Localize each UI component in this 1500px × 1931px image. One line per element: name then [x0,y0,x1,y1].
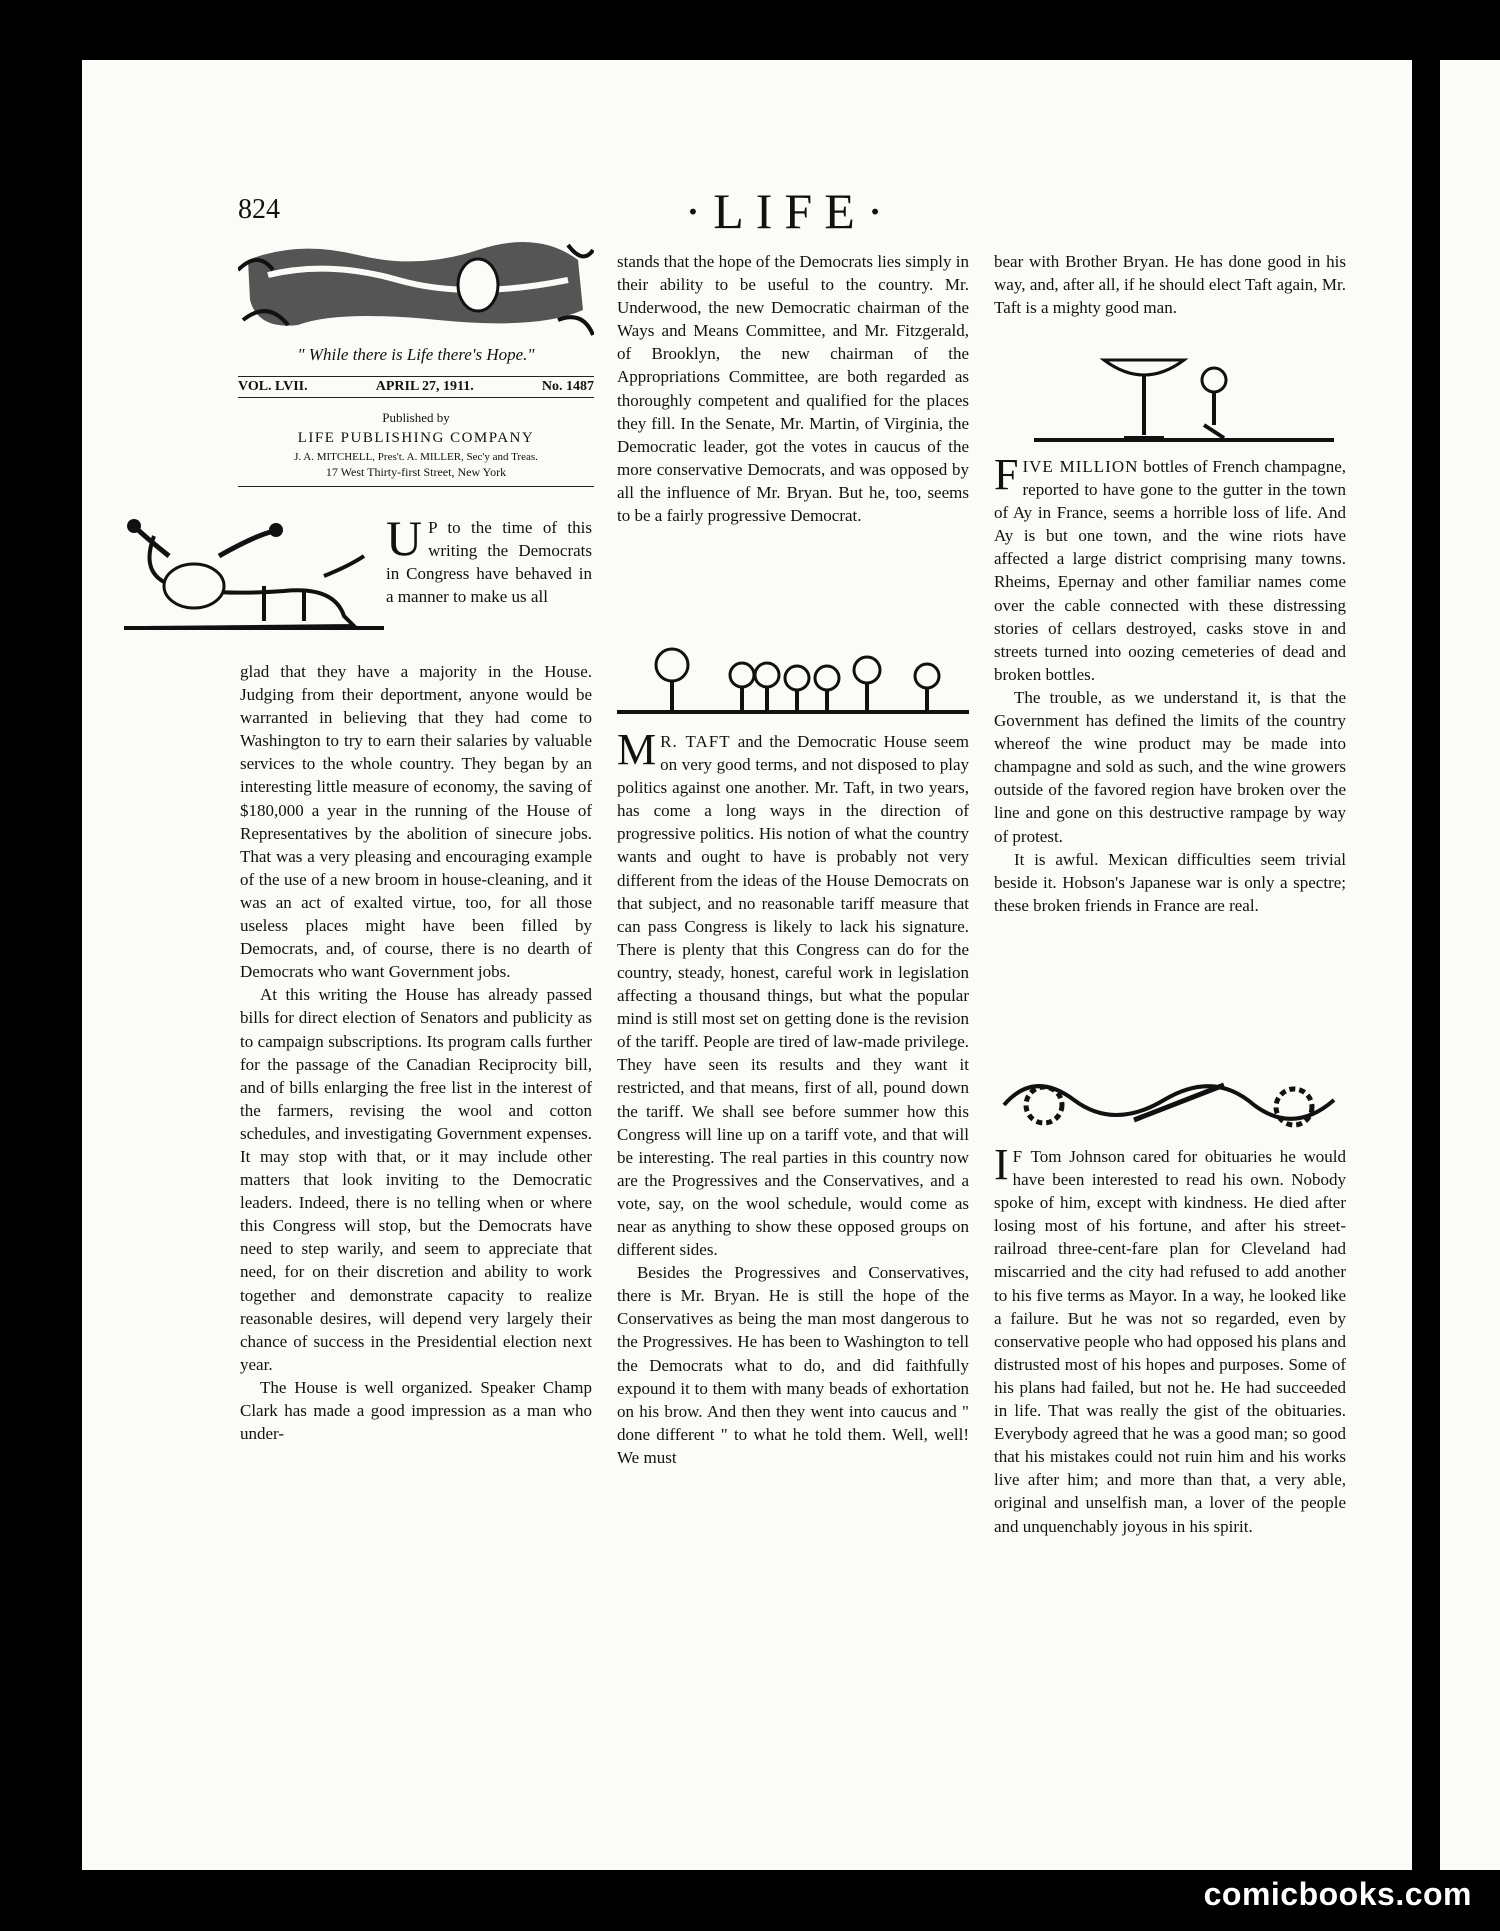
publisher-officers: J. A. MITCHELL, Pres't. A. MILLER, Sec'y and Treas. [294,451,538,463]
drop-cap: M [617,725,657,774]
wreath-ornament-illustration [994,1065,1346,1145]
paragraph: At this writing the House has already passed bills for direct election of Senators and publicity as to campaign subscriptions. Its program calls further for the passage of the Canadian Reciprocity bill, and of bills enlarging the free list in the interest of the farmers, revising the wool and cotton schedules, and investigating Government expenses. It may stop with that, or it may include other matters that look inviting to the Democratic leaders. Indeed, there is no telling when or where this Congress will stop, but the Democrats have need to step warily, and seem to appreciate that need, for on their discretion and ability to work together and demonstrate capacity to realize reasonable desires, will depend very largely their chance of success in the Presidential election next year. [240,985,592,1374]
publisher-block [238,410,594,487]
motto: " While there is Life there's Hope." [297,345,535,364]
column-3-body-final [994,1140,1346,1538]
column-2-body [617,250,969,527]
volume-line [238,376,594,398]
adjacent-page-edge [1440,60,1500,1870]
paragraph: I F Tom Johnson cared for obituaries he would have been interested to read his own. Nobody spoke of him, except with kindness. He died after losing most of his fortune, and after his street-railroad three-cent-fare plan for Cleveland had miscarried and the city had refused to add another to his five terms as Mayor. In a way, he looked like a failure. But he was not so regarded, even by conservative people who had opposed his plans and distrusted most of his hopes and purposes. Some of his plans had failed, but not he. He had succeeded in life. That was really the gist of the obituaries. Everybody agreed that he was a good man; so good that his mistakes could not ruin him and his works live after him; and more than that, a very able, original and unselfish man, a lover of the people and unquenchably joyous in his spirit. [994,1140,1346,1536]
published-by: Published by [382,410,450,425]
paragraph: It is awful. Mexican difficulties seem trivial beside it. Hobson's Japanese war is only a spectre; these broken friends in France are real. [994,849,1346,915]
lead-words: F [1012,1147,1024,1166]
column-3-body-continued [994,450,1346,917]
paragraph: Besides the Progressives and Conservatives, there is Mr. Bryan. He is still the hope of the Conservatives as being the man most dangerous to the Progressives. He has been to Washington to tell the Democrats what to do, and did faithfully expound it to them with many beads of exhortation on his brow. And then they went into caucus and " done different " to what he told them. Well, well! We must [617,1263,969,1467]
opener-text: P to the time of this writing the Democrats in Congress have behaved in a manner to make us all [386,518,592,607]
publisher-address: 17 West Thirty-first Street, New York [325,465,507,479]
drop-cap: F [994,450,1019,499]
champagne-glass-cartoon [1034,350,1334,450]
paragraph: stands that the hope of the Democrats lies simply in their ability to be useful to the country. Mr. Underwood, the new Democratic chairman of the Ways and Means Committee, and Mr. Fitzgerald, of Brooklyn, the new chairman of the Appropriations Committee, are both regarded as thoroughly competent and qualified for the places they fill. In the Senate, Mr. Martin, of Virginia, the Democratic leader, got the votes in caucus of the more conservative Democrats, and was opposed by all the influence of Mr. Bryan. But he, too, seems to be a fairly progressive Democrat. [617,252,969,526]
life-logo-illustration [238,240,594,340]
column-1-body [240,660,592,1445]
ox-cartoon-illustration [124,516,384,640]
issue-date: APRIL 27, 1911. [375,379,474,394]
paragraph: M R. TAFT and the Democratic House seem on very good terms, and not disposed to play politics against one another. Mr. Taft, in two years, has come a long ways in the direction of progressive politics. His notion of what the country wants and ought to have is probably not very different from the ideas of the House Democrats on that subject, and no reasonable tariff measure that can pass Congress is likely to lack his signature. There is plenty that this Congress can do for the country, steady, honest, careful work in legislation affecting a thousand things, but what the popular mind is still most set on getting done is the revision of the tariff. People are tired of law-made privilege. They have seen its results and they want it restricted, and that means, first of all, pound down the tariff. We shall see before summer how this Congress will line up on a tariff vote, and that will be interesting. The real parties in this country now are the Progressives and the Conservatives, and a vote, say, on the wool schedule, would come as near as anything to show these opposed groups on different sides. [617,725,969,1260]
paragraph: The trouble, as we understand it, is that the Government has defined the limits of the country whereof the wine product may be made into champagne and sold as such, and the wine growers outside of the favored region have broken over the line and gone on this destructive rampage by way of protest. [994,687,1346,846]
issue-number: No. 1487 [541,379,594,394]
lead-paragraph-opener [386,510,592,608]
page-number: 824 [238,194,280,225]
paragraph: bear with Brother Bryan. He has done good in his way, and, after all, if he should elect Taft again, Mr. Taft is a mighty good man. [994,252,1346,318]
drop-cap: U [386,510,423,566]
column-3-body [994,250,1346,319]
paragraph: The House is well organized. Speaker Champ Clark has made a good impression as a man who under- [240,1377,592,1444]
publisher-name: LIFE PUBLISHING COMPANY [297,430,535,446]
volume: VOL. LVII. [238,379,308,394]
politicians-heads-cartoon [617,640,969,720]
lead-words: R. TAFT [660,732,731,751]
column-2-body-continued [617,725,969,1469]
paragraph: FIVE MILLION bottles of French champagne, reported to have gone to the gutter in the town of Ay in France, seems a horrible loss of life. And Ay is but one town, and the wine riots have affected a large district comprising many towns. Rheims, Epernay and other familiar names come over the cable connected with these distressing stories of cellars destroyed, casks stove in and streets turned into oozing cemeteries of dead and broken bottles. [994,450,1346,684]
watermark: comicbooks.com [1203,1876,1472,1912]
drop-cap: I [994,1140,1009,1189]
paragraph: glad that they have a majority in the House. Judging from their deportment, anyone would be warranted in believing that they had come to Washington to try to earn their salaries by valuable services to the whole country. They began by an interesting little measure of economy, the saving of $180,000 a year in the running of the House of Representatives by the abolition of sinecure jobs. That was a very pleasing and encouraging example of the use of a new broom in house-cleaning, and it was an act of exalted virtue, too, for all those useless places might have been filled by Democrats, and, of course, there is no dearth of Democrats who want Government jobs. [240,662,592,982]
masthead-title: ·LIFE· [684,183,896,239]
lead-words: IVE MILLION [1022,457,1139,476]
